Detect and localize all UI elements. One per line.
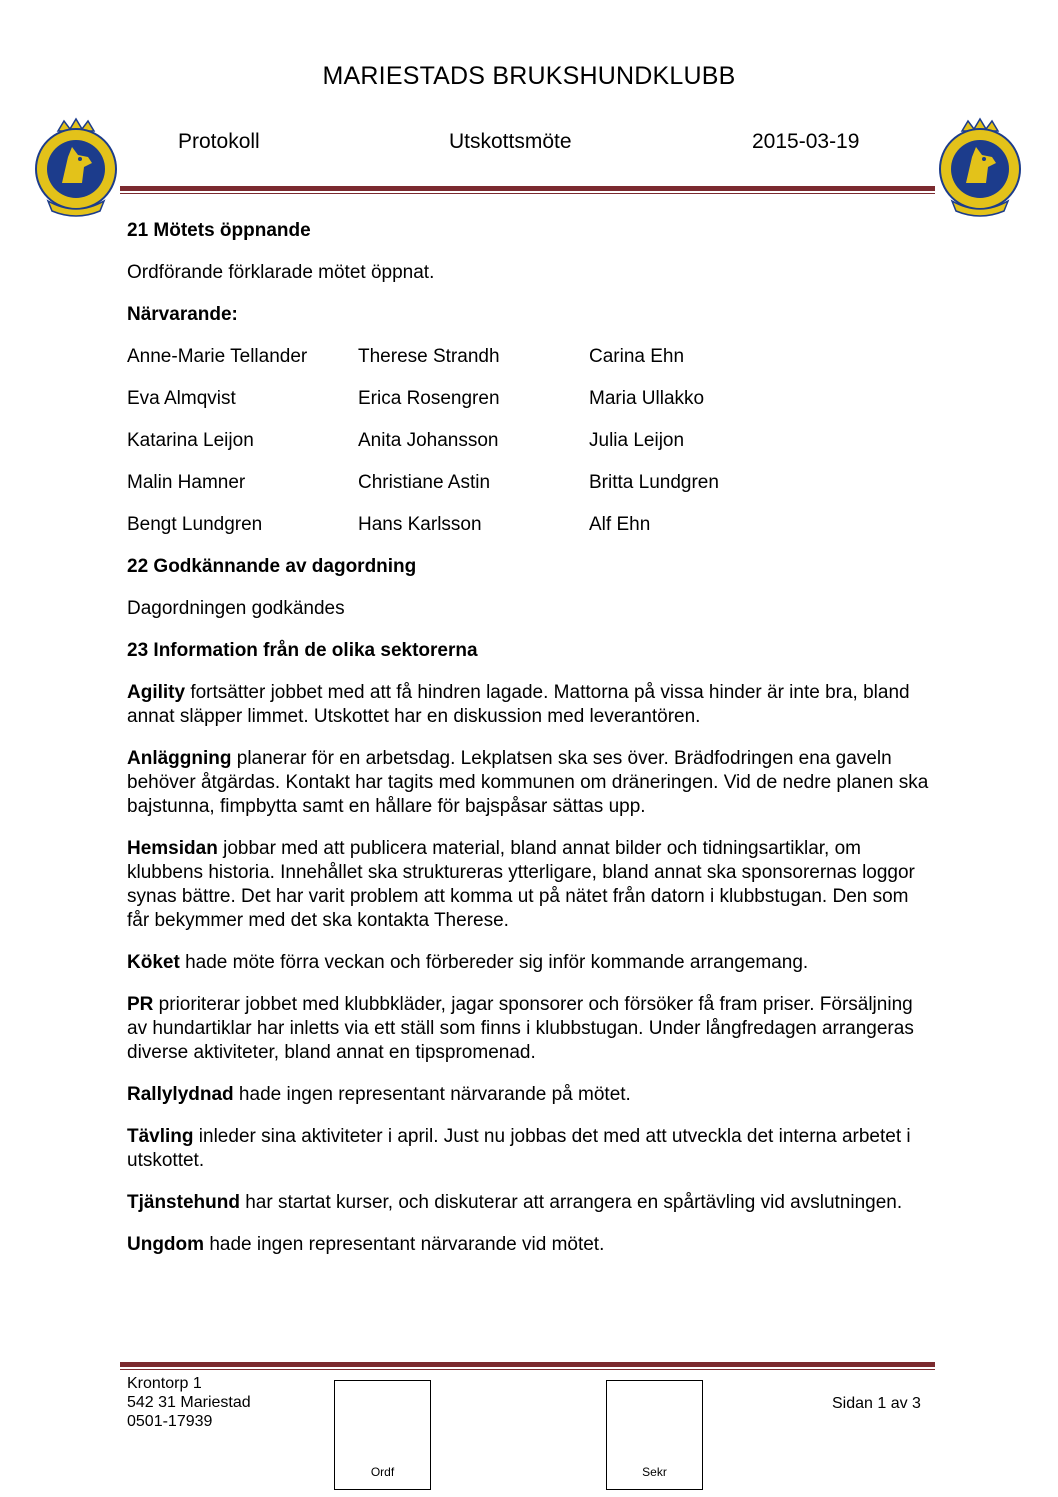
section-heading-22: 22 Godkännande av dagordning — [127, 556, 417, 577]
chair-signature-label: Ordf — [370, 1465, 395, 1479]
attendee-name: Eva Almqvist — [127, 388, 236, 409]
section-heading-21: 21 Mötets öppnande — [127, 220, 311, 241]
sector-text: hade ingen representant närvarande på mötet. — [233, 1084, 631, 1105]
sector-name: Köket — [127, 952, 180, 973]
sector-name: PR — [127, 994, 154, 1015]
club-logo-right — [934, 117, 1026, 217]
section-heading-23: 23 Information från de olika sektorerna — [127, 640, 478, 661]
secretary-signature-box — [606, 1380, 703, 1490]
sector-text: planerar för en arbetsdag. Lekplatsen ska ses över. Brädfodringen ena gaveln behöver åtgärdas. Kontakt har tagits med kommunen om dräneringen. Vid de nedre planen ska bajstunna, fimpbytta samt en hållare för bajspåsar sättas upp. — [127, 748, 929, 817]
attendee-name: Katarina Leijon — [127, 430, 254, 451]
address-city: 542 31 Mariestad — [127, 1394, 251, 1411]
sector-name: Rallylydnad — [127, 1084, 234, 1105]
sector-text: hade ingen representant närvarande vid mötet. — [204, 1234, 605, 1255]
sector-paragraph — [127, 681, 933, 729]
sector-paragraph — [127, 1125, 933, 1173]
organization-title: MARIESTADS BRUKSHUNDKLUBB — [322, 62, 736, 90]
phone-number: 0501-17939 — [127, 1413, 213, 1430]
sector-name: Hemsidan — [127, 838, 218, 859]
attendee-name: Christiane Astin — [358, 472, 491, 493]
attendee-name: Erica Rosengren — [358, 388, 500, 409]
footer-divider — [120, 1362, 935, 1370]
sector-name: Ungdom — [127, 1234, 205, 1255]
page-number: Sidan 1 av 3 — [832, 1395, 921, 1412]
sector-text: inleder sina aktiviteter i april. Just nu jobbas det med att utveckla det interna arbetet i utskottet. — [127, 1126, 911, 1171]
club-address — [127, 1374, 251, 1431]
sector-paragraph — [127, 1233, 933, 1257]
sector-name: Tävling — [127, 1126, 194, 1147]
chair-signature-box — [334, 1380, 431, 1490]
attendee-name: Anne-Marie Tellander — [127, 346, 308, 367]
sector-paragraph — [127, 951, 933, 975]
agenda-text: Dagordningen godkändes — [127, 598, 345, 619]
attendee-name: Hans Karlsson — [358, 514, 482, 535]
club-logo-left — [30, 117, 122, 217]
attendees-list — [127, 345, 933, 537]
attendee-name: Therese Strandh — [358, 346, 500, 367]
attendee-name: Maria Ullakko — [589, 388, 705, 409]
header-divider — [120, 186, 935, 194]
sector-text: prioriterar jobbet med klubbkläder, jagar sponsorer och försöker få fram priser. Försäljning av hundartiklar har inletts via ett ställ som finns i klubbstugan. Under långfredagen arrangeras diverse aktiviteter, bland annat en tipspromenad. — [127, 994, 914, 1063]
opening-text: Ordförande förklarade mötet öppnat. — [127, 262, 435, 283]
attendee-name: Julia Leijon — [589, 430, 685, 451]
sector-name: Anläggning — [127, 748, 232, 769]
attendee-name: Alf Ehn — [589, 514, 651, 535]
attendee-name: Bengt Lundgren — [127, 514, 263, 535]
attendee-row — [127, 429, 933, 453]
attendee-row — [127, 387, 933, 411]
attendee-name: Malin Hamner — [127, 472, 246, 493]
sector-text: jobbar med att publicera material, bland annat bilder och tidningsartiklar, om klubbens historia. Innehållet ska struktureras ytterligare, bland annat ska sponsorernas loggor synas bättre. Det har varit problem att komma ut på nätet från datorn i klubbstugan. Den som får bekymmer med det ska kontakta Therese. — [127, 838, 915, 931]
sector-text: har startat kurser, och diskuterar att arrangera en spårtävling vid avslutningen. — [239, 1192, 903, 1213]
secretary-signature-label: Sekr — [642, 1465, 667, 1479]
attendee-name: Carina Ehn — [589, 346, 685, 367]
sector-paragraph — [127, 837, 933, 933]
protocol-body — [127, 219, 933, 1257]
attendee-row — [127, 345, 933, 369]
attendee-row — [127, 513, 933, 537]
sector-paragraph — [127, 1083, 933, 1107]
address-street: Krontorp 1 — [127, 1375, 202, 1392]
meeting-type: Utskottsmöte — [449, 130, 572, 153]
document-type: Protokoll — [178, 130, 260, 153]
sector-name: Agility — [127, 682, 186, 703]
sector-name: Tjänstehund — [127, 1192, 240, 1213]
attendee-name: Anita Johansson — [358, 430, 499, 451]
attendee-row — [127, 471, 933, 495]
sector-paragraph — [127, 993, 933, 1065]
meeting-date: 2015-03-19 — [752, 130, 860, 153]
sector-paragraph — [127, 747, 933, 819]
attendees-heading: Närvarande: — [127, 304, 238, 325]
sector-text: fortsätter jobbet med att få hindren lagade. Mattorna på vissa hinder är inte bra, bland annat släpper limmet. Utskottet har en diskussion med leverantören. — [127, 682, 910, 727]
sector-paragraph — [127, 1191, 933, 1215]
attendee-name: Britta Lundgren — [589, 472, 719, 493]
sector-text: hade möte förra veckan och förbereder sig inför kommande arrangemang. — [179, 952, 809, 973]
